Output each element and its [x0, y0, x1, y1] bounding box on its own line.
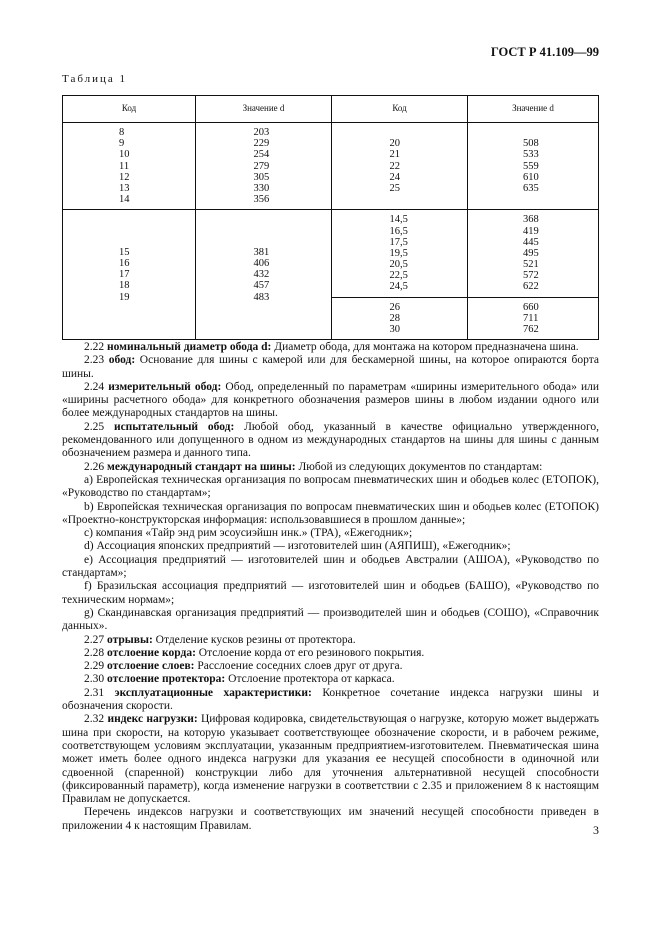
paragraph	[62, 554, 599, 581]
paragraph	[62, 501, 599, 528]
block2-right-codes-a	[332, 210, 468, 297]
paragraph	[62, 461, 599, 474]
term: измерительный обод:	[108, 380, 222, 393]
header-code-2: Код	[332, 96, 468, 123]
code-cell: 21	[389, 149, 400, 161]
definition-text: Любой из следующих документов по стандартам:	[295, 460, 543, 473]
value-cell: 368	[523, 214, 539, 226]
paragraph	[62, 687, 599, 714]
paragraph	[62, 580, 599, 607]
code-cell: 17	[119, 269, 130, 281]
value-cell: 445	[523, 236, 539, 248]
term: обод:	[108, 354, 136, 367]
paragraph-number: 2.27	[84, 633, 105, 646]
term: испытательный обод:	[113, 420, 235, 433]
value-cell: 203	[253, 127, 270, 138]
term: номинальный диаметр обода d:	[107, 341, 272, 353]
paragraph-number: 2.31	[84, 686, 105, 699]
definition-text: d) Ассоциация японских предприятий — изготовителей шин (АЯПИШ), «Ежегодник»;	[84, 540, 511, 553]
paragraph-number: 2.26	[84, 460, 105, 473]
block1-right-codes	[332, 123, 468, 210]
value-cell: 762	[523, 324, 539, 335]
paragraph	[62, 634, 599, 647]
value-cell: 457	[253, 280, 270, 292]
table-row	[63, 123, 599, 210]
paragraph	[62, 341, 599, 354]
header-value-1: Значение d	[196, 96, 332, 123]
paragraph	[62, 660, 599, 673]
code-cell: 20	[389, 138, 400, 150]
term: отслоение протектора:	[107, 673, 226, 686]
value-cell: 622	[523, 281, 539, 293]
block2-left-codes	[63, 210, 196, 340]
code-cell: 24	[389, 171, 400, 183]
table-row	[63, 210, 599, 297]
code-cell: 28	[389, 312, 400, 324]
value-cell: 381	[253, 246, 270, 258]
paragraph-number: 2.22	[84, 341, 105, 353]
value-cell: 406	[253, 257, 270, 269]
paragraph-number: 2.23	[84, 354, 105, 367]
code-cell: 22,5	[389, 270, 408, 282]
code-cell: 25	[389, 182, 400, 194]
code-cell: 16,5	[389, 225, 408, 237]
paragraph	[62, 381, 599, 421]
block2-right-values-a	[468, 210, 599, 297]
code-cell: 12	[119, 171, 130, 183]
block1-right-values	[468, 123, 599, 210]
document-header: ГОСТ Р 41.109—99	[490, 45, 599, 59]
header-value-2: Значение d	[468, 96, 599, 123]
paragraph	[62, 474, 599, 501]
term: эксплуатационные характеристики:	[114, 686, 312, 699]
value-cell: 660	[523, 301, 539, 313]
term: международный стандарт на шины:	[107, 460, 296, 473]
paragraph	[62, 673, 599, 686]
paragraph-number: 2.30	[84, 673, 105, 686]
value-cell: 572	[523, 270, 539, 282]
value-cell: 711	[523, 312, 539, 324]
code-cell: 30	[389, 324, 400, 335]
value-cell: 279	[253, 160, 270, 172]
value-cell: 254	[253, 149, 270, 161]
value-cell: 559	[523, 160, 539, 172]
code-cell: 15	[119, 246, 130, 258]
definitions-body	[62, 341, 599, 833]
value-cell: 495	[523, 247, 539, 259]
code-cell: 19,5	[389, 247, 408, 259]
value-cell: 229	[253, 138, 270, 150]
paragraph-number: 2.32	[84, 713, 105, 726]
definition-text: Расслоение соседних слоев друг от друга.	[194, 660, 403, 673]
paragraph-number: 2.28	[84, 646, 105, 659]
definition-text: Перечень индексов нагрузки и соответствующих им значений несущей способности приведен в приложении 4 к настоящим Правилам.	[62, 806, 599, 832]
block2-left-values	[196, 210, 332, 340]
paragraph	[62, 540, 599, 553]
definition-text: g) Скандинавская организация предприятий — производителей шин и ободьев (СОШО), «Справочник данных».	[62, 606, 599, 633]
value-cell: 635	[523, 182, 539, 194]
value-cell: 432	[253, 269, 270, 281]
paragraph-number: 2.29	[84, 660, 105, 673]
value-cell: 610	[523, 171, 539, 183]
value-cell: 305	[253, 171, 270, 183]
code-cell: 17,5	[389, 236, 408, 248]
page-number: 3	[593, 823, 599, 837]
code-cell: 14	[119, 194, 130, 206]
code-cell: 13	[119, 182, 130, 194]
term: отслоение корда:	[107, 646, 196, 659]
definition-text: a) Европейская техническая организация по вопросам пневматических шин и ободьев колес (ЕТОПОК), «Руководство по стандартам»;	[62, 473, 599, 500]
diameter-table	[62, 95, 599, 340]
definition-text: Основание для шины с камерой или для бескамерной шины, на которое опираются борта шины.	[62, 354, 599, 380]
paragraph	[62, 421, 599, 461]
definition-text: c) компания «Тайр энд рим эсоусиэйшн инк.» (ТРА), «Ежегодник»;	[84, 527, 413, 540]
table-caption: Таблица 1	[62, 73, 128, 85]
block2-right-values-b	[468, 297, 599, 340]
paragraph-number: 2.24	[84, 380, 105, 393]
term: отрывы:	[107, 633, 153, 646]
term: индекс нагрузки:	[107, 713, 198, 726]
code-cell: 24,5	[389, 281, 408, 293]
value-cell: 483	[253, 291, 270, 303]
definition-text: Отслоение корда от его резинового покрытия.	[195, 646, 425, 659]
code-cell: 19	[119, 291, 130, 303]
block1-left-values	[196, 123, 332, 210]
paragraph	[62, 354, 599, 381]
code-cell: 11	[119, 160, 130, 172]
definition-text: Отделение кусков резины от протектора.	[152, 633, 356, 646]
code-cell: 20,5	[389, 259, 408, 271]
definition-text: Отслоение протектора от каркаса.	[225, 673, 395, 686]
definition-text: Цифровая кодировка, свидетельствующая о нагрузке, которую может выдержать шина при скорости, на которую указывает соответствующее обозначение скорости, и в рабочем режиме, соответствующем условиям эксплуатации, указанным предприятием-изготовителем. Пневматическая шина может иметь более одного индекса нагрузки для указания ее несущей способности в одиночной или сдвоенной (спаренной) конструкции либо для уточнения альтернативной несущей способности (фиксированный параметр), когда изменение нагрузки в соответствии с 2.35 и приложением 8 к настоящим Правилам не допускается.	[62, 713, 600, 806]
code-cell: 16	[119, 257, 130, 269]
definition-text: f) Бразильская ассоциация предприятий — изготовителей шин и ободьев (БАШО), «Руководство по техническим нормам»;	[62, 580, 599, 606]
definition-text: Обод, определенный по параметрам «ширины измерительного обода» или «ширины расчетного обода» для конкретного обозначения размеров шины в любом издании одного или более международных стандартов на шины.	[62, 380, 600, 420]
code-cell: 10	[119, 149, 130, 161]
paragraph	[62, 527, 599, 540]
definition-text: Любой обод, указанный в качестве официально утвержденного, рекомендованного или допущенного в одном из международных стандартов на шины для шины с данным обозначением размера и данного типа.	[62, 420, 599, 460]
value-cell: 508	[523, 138, 539, 150]
definition-text: b) Европейская техническая организация по вопросам пневматических шин и ободьев колес (ЕТОПОК) «Проектно-конструкторская информация: использовавшиеся в прошлом данные»;	[62, 500, 599, 526]
paragraph-number: 2.25	[84, 420, 105, 433]
value-cell: 356	[253, 194, 270, 206]
code-cell: 9	[119, 138, 125, 150]
block2-right-codes-b	[332, 297, 468, 340]
code-cell: 18	[119, 280, 130, 292]
paragraph	[62, 713, 599, 806]
definition-text: e) Ассоциация предприятий — изготовителей шин и ободьев Австралии (АШОА), «Руководство по стандартам»;	[62, 553, 599, 580]
code-cell: 8	[119, 127, 125, 138]
code-cell: 26	[389, 301, 400, 313]
code-cell: 14,5	[389, 214, 408, 226]
header-code-1: Код	[63, 96, 196, 123]
paragraph	[62, 806, 599, 833]
paragraph	[62, 647, 599, 660]
value-cell: 330	[253, 182, 270, 194]
definition-text: Диаметр обода, для монтажа на котором предназначена шина.	[271, 341, 579, 353]
value-cell: 419	[523, 225, 539, 237]
table-header-row	[63, 96, 599, 123]
term: отслоение слоев:	[107, 660, 195, 673]
value-cell: 521	[523, 259, 539, 271]
code-cell: 22	[389, 160, 400, 172]
definition-text: Конкретное сочетание индекса нагрузки шины и обозначения скорости.	[62, 686, 600, 713]
paragraph	[62, 607, 599, 634]
value-cell: 533	[523, 149, 539, 161]
block1-left-codes	[63, 123, 196, 210]
